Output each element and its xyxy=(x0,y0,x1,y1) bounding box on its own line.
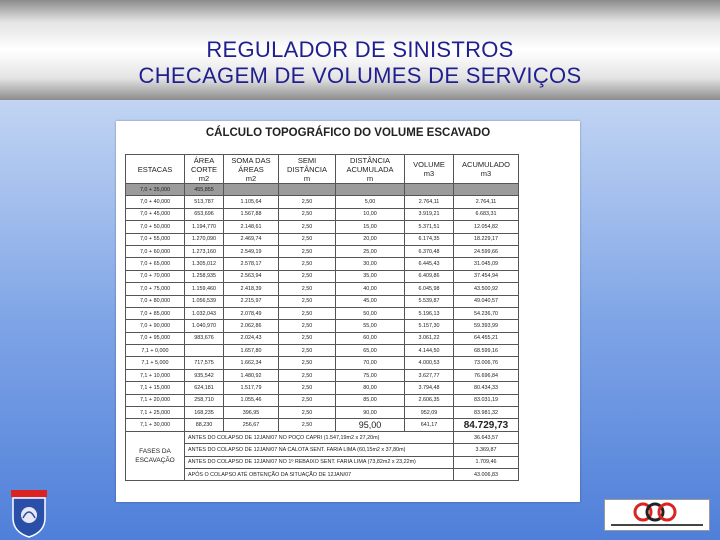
table-cell: 83.981,32 xyxy=(454,407,519,419)
table-cell: 80,00 xyxy=(336,382,405,394)
table-row xyxy=(126,307,519,319)
table-cell: 70,00 xyxy=(336,357,405,369)
table-cell: 7,0 + 65,000 xyxy=(126,258,185,270)
table-cell: 7,0 + 50,000 xyxy=(126,221,185,233)
table-cell: 10,00 xyxy=(336,208,405,220)
table-row xyxy=(126,332,519,344)
col-header-area: ÁREA CORTE m2 xyxy=(185,155,224,184)
fases-label: FASES DA ESCAVAÇÃO xyxy=(126,431,185,481)
table-cell: 7,0 + 95,000 xyxy=(126,332,185,344)
table-cell: 1.040,970 xyxy=(185,320,224,332)
table-cell: 6.370,48 xyxy=(405,245,454,257)
table-cell: 73.006,76 xyxy=(454,357,519,369)
fase-description: ANTES DO COLAPSO DE 12JAN/07 NA CALOTA SENT. FARIA LIMA (60,15m2 x 37,80m) xyxy=(185,444,454,456)
table-cell: 7,0 + 35,000 xyxy=(126,184,185,196)
table-cell: 7,1 + 15,000 xyxy=(126,382,185,394)
table-cell: 7,0 + 60,000 xyxy=(126,245,185,257)
table-cell: 2.148,61 xyxy=(224,221,279,233)
table-cell: 1.305,012 xyxy=(185,258,224,270)
table-cell: 7,0 + 70,000 xyxy=(126,270,185,282)
table-cell: 2.578,17 xyxy=(224,258,279,270)
col-header-distancia: DISTÂNCIA ACUMULADA m xyxy=(336,155,405,184)
table-cell: 1.258,935 xyxy=(185,270,224,282)
table-cell: 2.563,94 xyxy=(224,270,279,282)
table-cell: 55,00 xyxy=(336,320,405,332)
table-cell: 7,1 + 30,000 xyxy=(126,419,185,431)
table-cell: 2,50 xyxy=(279,394,336,406)
table-cell: 2,50 xyxy=(279,208,336,220)
table-cell: 2,50 xyxy=(279,307,336,319)
table-cell: 12.054,82 xyxy=(454,221,519,233)
col-header-estacas: ESTACAS xyxy=(126,155,185,184)
table-cell: 3.794,48 xyxy=(405,382,454,394)
table-cell: 6.174,35 xyxy=(405,233,454,245)
table-cell: 43.500,92 xyxy=(454,283,519,295)
table-row xyxy=(126,233,519,245)
table-cell: 88,230 xyxy=(185,419,224,431)
table-cell: 396,95 xyxy=(224,407,279,419)
table-cell: 35,00 xyxy=(336,270,405,282)
fase-description: ANTES DO COLAPSO DE 12JAN/07 NO POÇO CAPRI (1.547,19m2 x 27,20m) xyxy=(185,431,454,443)
table-cell: 90,00 xyxy=(336,407,405,419)
table-cell: 2,50 xyxy=(279,270,336,282)
table-cell: 18.229,17 xyxy=(454,233,519,245)
table-cell: 2,50 xyxy=(279,357,336,369)
table-cell: 2,50 xyxy=(279,283,336,295)
table-cell: 1.270,090 xyxy=(185,233,224,245)
table-cell: 2.469,74 xyxy=(224,233,279,245)
table-cell: 1.194,770 xyxy=(185,221,224,233)
table-cell: 2.062,86 xyxy=(224,320,279,332)
table-cell: 1.032,043 xyxy=(185,307,224,319)
table-cell: 45,00 xyxy=(336,295,405,307)
table-cell: 1.662,34 xyxy=(224,357,279,369)
table-cell: 75,00 xyxy=(336,369,405,381)
table-cell: 2.215,97 xyxy=(224,295,279,307)
table-cell: 31.045,09 xyxy=(454,258,519,270)
table-row xyxy=(126,295,519,307)
table-cell: 256,67 xyxy=(224,419,279,431)
table-cell: 24.599,66 xyxy=(454,245,519,257)
table-cell: 5.157,30 xyxy=(405,320,454,332)
col-header-acumulado: ACUMULADO m3 xyxy=(454,155,519,184)
table-cell: 6.445,43 xyxy=(405,258,454,270)
table-header-row xyxy=(126,155,519,184)
table-cell: 60,00 xyxy=(336,332,405,344)
table-cell: 76.696,84 xyxy=(454,369,519,381)
table-cell: 7,0 + 40,000 xyxy=(126,196,185,208)
table-cell: 7,0 + 90,000 xyxy=(126,320,185,332)
table-cell: 1.056,539 xyxy=(185,295,224,307)
table-cell: 653,696 xyxy=(185,208,224,220)
table-cell: 7,0 + 80,000 xyxy=(126,295,185,307)
circle-logo-icon xyxy=(604,499,710,531)
document-title: CÁLCULO TOPOGRÁFICO DO VOLUME ESCAVADO xyxy=(205,127,491,139)
table-cell: 6.045,98 xyxy=(405,283,454,295)
table-row xyxy=(126,357,519,369)
table-cell: 2,50 xyxy=(279,221,336,233)
fase-row xyxy=(126,431,519,443)
table-cell: 4.144,50 xyxy=(405,345,454,357)
table-cell: 7,1 + 10,000 xyxy=(126,369,185,381)
table-row xyxy=(126,245,519,257)
table-cell: 624,181 xyxy=(185,382,224,394)
table-cell: 7,0 + 55,000 xyxy=(126,233,185,245)
table-cell: 6.409,86 xyxy=(405,270,454,282)
table-cell: 59.393,99 xyxy=(454,320,519,332)
table-cell: 40,00 xyxy=(336,283,405,295)
table-cell: 7,1 + 0,000 xyxy=(126,345,185,357)
table-row xyxy=(126,382,519,394)
fase-row xyxy=(126,456,519,468)
table-cell: 2,50 xyxy=(279,258,336,270)
volume-table xyxy=(125,154,519,481)
table-cell: 7,0 + 45,000 xyxy=(126,208,185,220)
table-cell: 2,50 xyxy=(279,332,336,344)
table-cell: 2,50 xyxy=(279,419,336,431)
col-header-soma: SOMA DAS ÁREAS m2 xyxy=(224,155,279,184)
table-row xyxy=(126,394,519,406)
table-cell: 95,00 xyxy=(336,419,405,431)
title-bar xyxy=(0,0,720,100)
fase-value: 3.369,87 xyxy=(454,444,519,456)
table-cell: 641,17 xyxy=(405,419,454,431)
table-row xyxy=(126,345,519,357)
col-header-volume: VOLUME m3 xyxy=(405,155,454,184)
table-row-first xyxy=(126,184,519,196)
table-cell: 2,50 xyxy=(279,196,336,208)
table-cell: 7,0 + 85,000 xyxy=(126,307,185,319)
table-row xyxy=(126,258,519,270)
table-cell: 85,00 xyxy=(336,394,405,406)
table-cell: 952,09 xyxy=(405,407,454,419)
table-cell: 68.599,16 xyxy=(454,345,519,357)
table-cell: 5,00 xyxy=(336,196,405,208)
table-row xyxy=(126,419,519,431)
table-cell: 65,00 xyxy=(336,345,405,357)
table-row xyxy=(126,320,519,332)
table-cell: 455,855 xyxy=(185,184,224,196)
table-cell: 2,50 xyxy=(279,407,336,419)
table-cell: 2,50 xyxy=(279,295,336,307)
col-header-semi: SEMI DISTÂNCIA m xyxy=(279,155,336,184)
table-cell: 7,1 + 20,000 xyxy=(126,394,185,406)
table-cell: 983,676 xyxy=(185,332,224,344)
table-row xyxy=(126,196,519,208)
table-cell: 2,50 xyxy=(279,245,336,257)
table-cell: 717,575 xyxy=(185,357,224,369)
fase-value: 36.643,57 xyxy=(454,431,519,443)
table-cell: 80.434,33 xyxy=(454,382,519,394)
table-row xyxy=(126,221,519,233)
table-cell: 7,0 + 75,000 xyxy=(126,283,185,295)
table-cell: 84.729,73 xyxy=(454,419,519,431)
table-cell: 3.919,21 xyxy=(405,208,454,220)
table-cell: 2.606,35 xyxy=(405,394,454,406)
table-cell: 4.000,53 xyxy=(405,357,454,369)
table-cell: 2,50 xyxy=(279,320,336,332)
table-cell: 54.236,70 xyxy=(454,307,519,319)
fase-value: 1.709,46 xyxy=(454,456,519,468)
table-cell: 1.159,460 xyxy=(185,283,224,295)
table-cell: 1.517,79 xyxy=(224,382,279,394)
table-cell: 2,50 xyxy=(279,345,336,357)
table-cell: 935,542 xyxy=(185,369,224,381)
table-cell: 64.455,21 xyxy=(454,332,519,344)
table-cell: 1.105,64 xyxy=(224,196,279,208)
table-cell xyxy=(185,345,224,357)
fase-description: ANTES DO COLAPSO DE 12JAN/07 NO 1º REBAIXO SENT. FARIA LIMA (73,82m2 x 23,22m) xyxy=(185,456,454,468)
table-cell: 1.480,92 xyxy=(224,369,279,381)
table-cell: 513,787 xyxy=(185,196,224,208)
table-cell: 3.061,22 xyxy=(405,332,454,344)
table-cell: 2,50 xyxy=(279,369,336,381)
table-cell: 5.371,51 xyxy=(405,221,454,233)
table-cell: 2,50 xyxy=(279,382,336,394)
fase-value: 43.006,83 xyxy=(454,468,519,480)
table-cell: 6.683,31 xyxy=(454,208,519,220)
table-cell: 7,1 + 25,000 xyxy=(126,407,185,419)
fase-description: APÓS O COLAPSO ATÉ OBTENÇÃO DA SITUAÇÃO DE 12JAN/07 xyxy=(185,468,454,480)
table-cell: 25,00 xyxy=(336,245,405,257)
table-cell: 2.549,19 xyxy=(224,245,279,257)
table-row xyxy=(126,208,519,220)
table-cell: 5.196,13 xyxy=(405,307,454,319)
table-cell: 2.764,11 xyxy=(454,196,519,208)
table-cell: 1.273,160 xyxy=(185,245,224,257)
table-cell: 1.657,80 xyxy=(224,345,279,357)
table-cell: 5.539,87 xyxy=(405,295,454,307)
table-cell: 7,1 + 5,000 xyxy=(126,357,185,369)
fase-row xyxy=(126,444,519,456)
table-cell: 1.055,46 xyxy=(224,394,279,406)
slide-title-line-1: REGULADOR DE SINISTROS xyxy=(206,37,514,62)
table-cell: 15,00 xyxy=(336,221,405,233)
table-cell: 20,00 xyxy=(336,233,405,245)
table-cell: 30,00 xyxy=(336,258,405,270)
shield-logo-icon xyxy=(9,488,49,538)
table-row xyxy=(126,283,519,295)
table-cell: 49.040,57 xyxy=(454,295,519,307)
table-cell: 37.454,94 xyxy=(454,270,519,282)
table-cell: 168,235 xyxy=(185,407,224,419)
table-row xyxy=(126,270,519,282)
table-row xyxy=(126,407,519,419)
table-cell: 2.024,43 xyxy=(224,332,279,344)
table-cell: 2.078,49 xyxy=(224,307,279,319)
table-cell: 1.567,88 xyxy=(224,208,279,220)
table-cell: 83.031,19 xyxy=(454,394,519,406)
table-cell: 2,50 xyxy=(279,233,336,245)
table-cell: 2.418,39 xyxy=(224,283,279,295)
table-cell: 3.627,77 xyxy=(405,369,454,381)
fase-row xyxy=(126,468,519,480)
table-cell: 258,710 xyxy=(185,394,224,406)
table-row xyxy=(126,369,519,381)
slide-title-line-2: CHECAGEM DE VOLUMES DE SERVIÇOS xyxy=(138,63,582,88)
document-sheet xyxy=(116,121,580,502)
table-cell: 2.764,11 xyxy=(405,196,454,208)
table-cell: 50,00 xyxy=(336,307,405,319)
